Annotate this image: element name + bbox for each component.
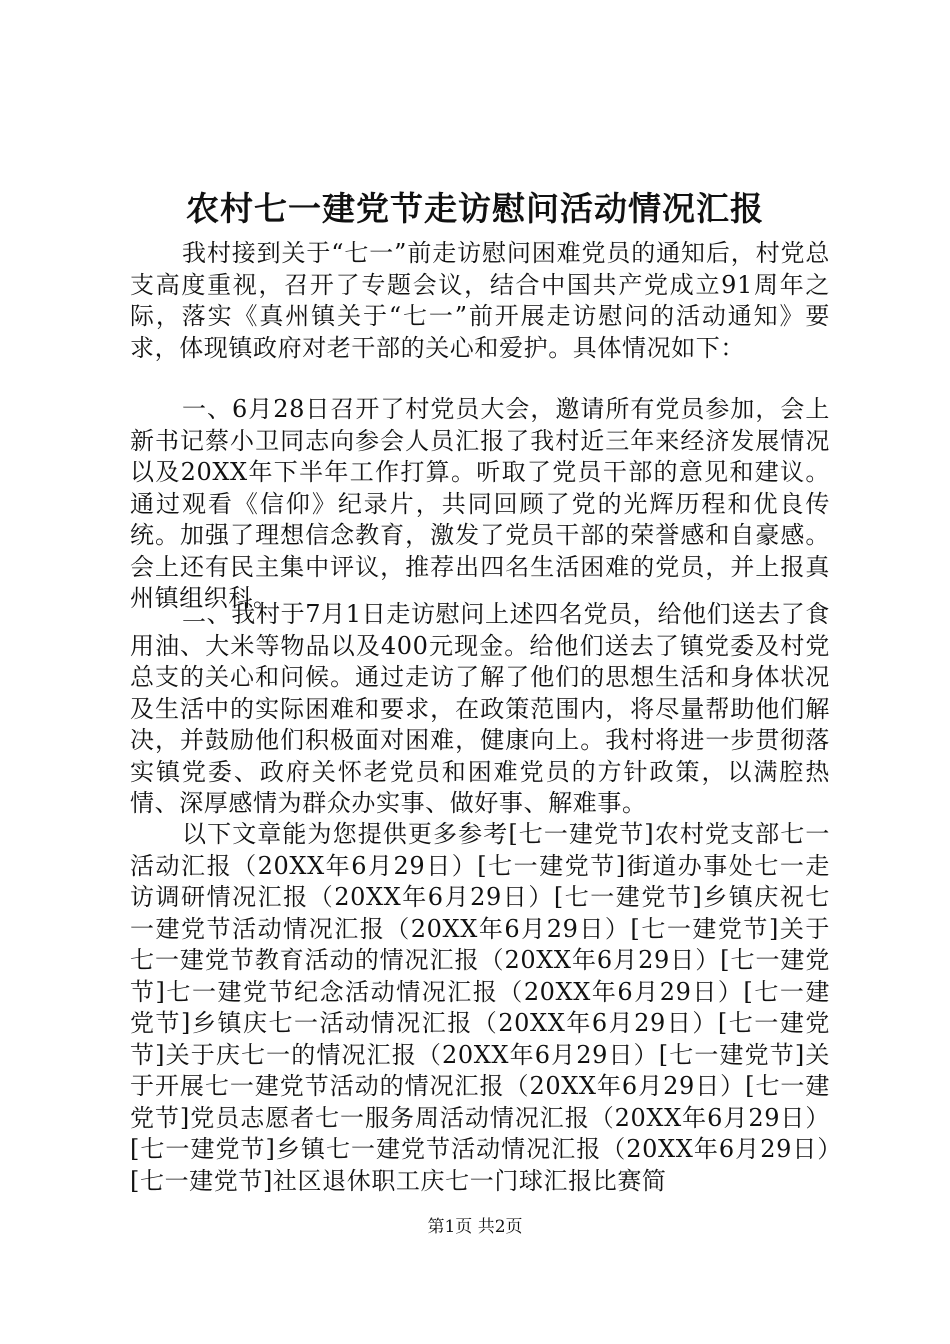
document-title: 农村七一建党节走访慰问活动情况汇报 bbox=[186, 189, 764, 228]
paragraph-related-articles: 以下文章能为您提供更多参考[七一建党节]农村党支部七一活动汇报（20XX年6月29日）[七一建党节]街道办事处七一走访调研情况汇报（20XX年6月29日）[七一建党节]乡镇庆祝七一建党节活动情况汇报（20XX年6月29日）[七一建党节]关于七一建党节教育活动的情况汇报（20XX年6月29日）[七一建党节]七一建党节纪念活动情况汇报（20XX年6月29日）[七一建党节]乡镇庆七一活动情况汇报（20XX年6月29日）[七一建党节]关于庆七一的情况汇报（20XX年6月29日）[七一建党节]关于开展七一建党节活动的情况汇报（20XX年6月29日）[七一建党节]党员志愿者七一服务周活动情况汇报（20XX年6月29日）[七一建党节]乡镇七一建党节活动情况汇报（20XX年6月29日）[七一建党节]社区退休职工庆七一门球汇报比赛简 bbox=[130, 820, 830, 1195]
paragraph-section-two: 二、我村于7月1日走访慰问上述四名党员，给他们送去了食用油、大米等物品以及400元现金。给他们送去了镇党委及村党总支的关心和问候。通过走访了解了他们的思想生活和身体状况及生活中的实际困难和要求，在政策范围内，将尽量帮助他们解决，并鼓励他们积极面对困难，健康向上。我村将进一步贯彻落实镇党委、政府关怀老党员和困难党员的方针政策，以满腔热情、深厚感情为群众办实事、做好事、解难事。 bbox=[130, 600, 830, 817]
paragraph-intro: 我村接到关于“七一”前走访慰问困难党员的通知后，村党总支高度重视，召开了专题会议，结合中国共产党成立91周年之际，落实《真州镇关于“七一”前开展走访慰问的活动通知》要求，体现镇政府对老干部的关心和爱护。具体情况如下： bbox=[130, 239, 830, 362]
page-number-footer: 第1页 共2页 bbox=[427, 1217, 523, 1237]
paragraph-section-one: 一、6月28日召开了村党员大会，邀请所有党员参加，会上新书记蔡小卫同志向参会人员汇报了我村近三年来经济发展情况以及20XX年下半年工作打算。听取了党员干部的意见和建议。通过观看《信仰》纪录片，共同回顾了党的光辉历程和优良传统。加强了理想信念教育，激发了党员干部的荣誉感和自豪感。会上还有民主集中评议，推荐出四名生活困难的党员，并上报真州镇组织科。 bbox=[130, 395, 830, 612]
